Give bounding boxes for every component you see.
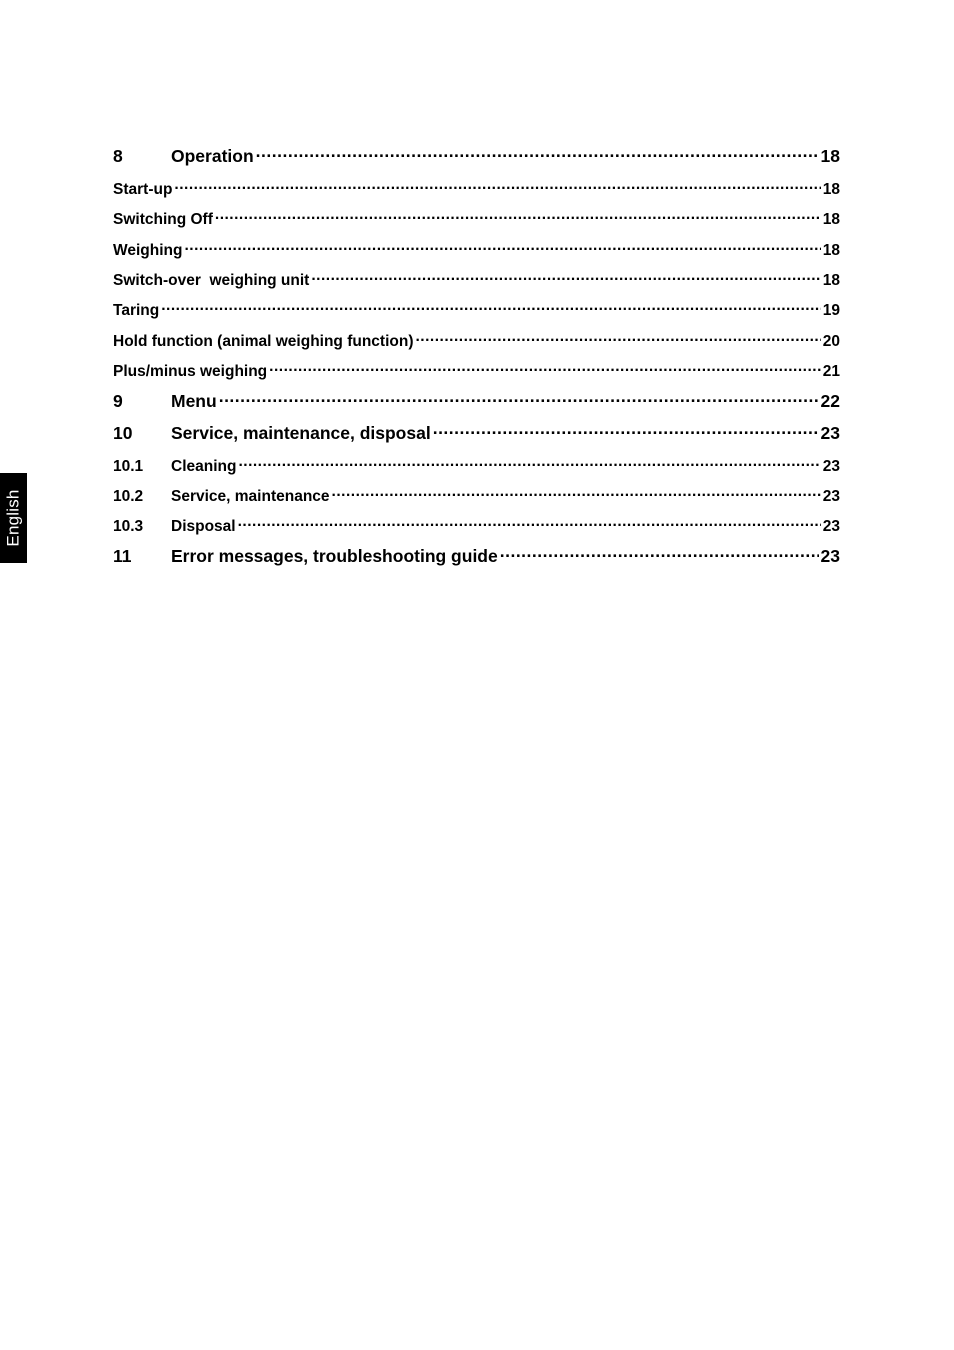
toc-entry-page: 23	[822, 487, 840, 505]
toc-entry-title: Weighing	[113, 241, 183, 259]
dot-leader	[256, 144, 819, 162]
dot-leader	[174, 178, 820, 194]
toc-entry-page: 18	[822, 210, 840, 228]
dot-leader	[238, 515, 821, 531]
toc-entry-number: 10.3	[113, 517, 144, 535]
toc-entry-title: Switching Off	[113, 210, 213, 228]
dot-leader	[238, 455, 820, 471]
toc-entry-switching-off[interactable]	[113, 208, 840, 229]
toc-entry-number: 10.1	[113, 457, 144, 475]
toc-entry-page: 23	[820, 422, 840, 443]
toc-entry-service-maintenance[interactable]	[113, 485, 840, 506]
dot-leader	[433, 421, 819, 439]
toc-entry-title: Disposal	[171, 517, 236, 535]
toc-entry-page: 18	[822, 180, 840, 198]
toc-entry-switch-over-weighing-unit[interactable]	[113, 269, 840, 290]
toc-entry-page: 18	[820, 145, 840, 166]
toc-entry-number: 10.2	[113, 487, 144, 505]
toc-entry-weighing[interactable]	[113, 239, 840, 260]
toc-entry-disposal[interactable]	[113, 515, 840, 536]
toc-entry-service-maintenance-disposal[interactable]	[113, 421, 840, 444]
dot-leader	[219, 389, 819, 407]
toc-entry-page: 21	[822, 362, 840, 380]
dot-leader	[416, 330, 821, 346]
toc-entry-page: 20	[822, 332, 840, 350]
toc-entry-page: 18	[822, 271, 840, 289]
dot-leader	[500, 544, 819, 562]
toc-entry-title: Menu	[171, 390, 217, 411]
toc-entry-title: Operation	[171, 145, 254, 166]
toc-entry-number: 9	[113, 390, 123, 411]
toc-entry-hold-function[interactable]	[113, 330, 840, 351]
toc-entry-title: Plus/minus weighing	[113, 362, 268, 380]
language-label: English	[3, 489, 23, 547]
dot-leader	[161, 299, 821, 315]
toc-entry-title: Error messages, troubleshooting guide	[171, 545, 498, 566]
toc-entry-page: 22	[820, 390, 840, 411]
toc-entry-title: Service, maintenance	[171, 487, 330, 505]
dot-leader	[215, 208, 821, 224]
toc-entry-title: Hold function (animal weighing function)	[113, 332, 414, 350]
toc-entry-menu[interactable]	[113, 389, 840, 412]
toc-entry-number: 10	[113, 422, 133, 443]
toc-entry-page: 23	[820, 545, 840, 566]
toc-entry-number: 11	[113, 545, 132, 566]
toc-entry-operation[interactable]	[113, 144, 840, 167]
toc-entry-title: Cleaning	[171, 457, 237, 475]
toc-entry-page: 19	[822, 301, 840, 319]
toc-entry-title: Switch-over weighing unit	[113, 271, 310, 289]
toc-entry-taring[interactable]	[113, 299, 840, 320]
toc-entry-start-up[interactable]	[113, 178, 840, 199]
dot-leader	[311, 269, 820, 285]
dot-leader	[269, 360, 821, 376]
toc-entry-page: 18	[822, 241, 840, 259]
toc-entry-error-messages[interactable]	[113, 544, 840, 567]
toc-entry-plus-minus-weighing[interactable]	[113, 360, 840, 381]
toc-entry-title: Service, maintenance, disposal	[171, 422, 431, 443]
toc-entry-page: 23	[822, 457, 840, 475]
dot-leader	[184, 239, 820, 255]
toc-entry-number: 8	[113, 145, 123, 166]
toc-entry-cleaning[interactable]	[113, 455, 840, 476]
language-side-tab	[0, 473, 27, 563]
toc-entry-title: Start-up	[113, 180, 173, 198]
dot-leader	[332, 485, 821, 501]
toc-entry-page: 23	[822, 517, 840, 535]
toc-entry-title: Taring	[113, 301, 160, 319]
